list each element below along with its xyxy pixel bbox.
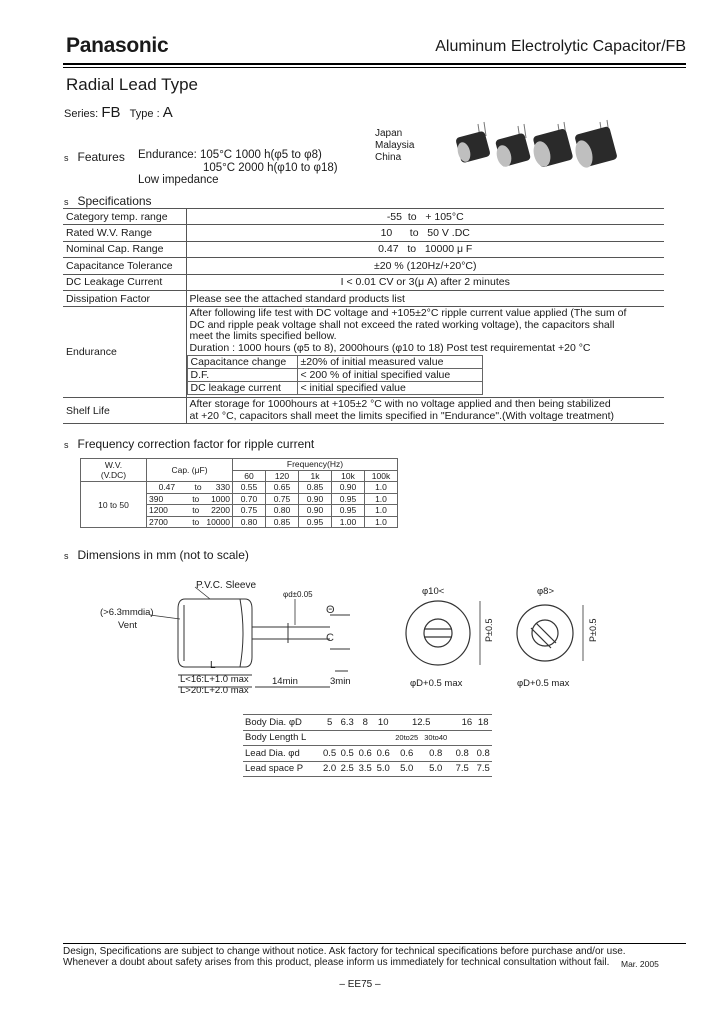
dim-cell: 0.8 <box>450 746 474 762</box>
spec-label: Rated W.V. Range <box>63 225 186 241</box>
dim-cell: 2.5 <box>338 761 356 777</box>
endurance-text: meet the limits specified bellow. <box>189 330 337 343</box>
min3-label: 3min <box>330 676 351 687</box>
type-label: Type <box>129 108 154 120</box>
capacitor-image <box>531 122 574 169</box>
factor: 1.0 <box>365 482 398 494</box>
factor: 1.0 <box>365 505 398 517</box>
series-line <box>64 104 173 121</box>
dim-row <box>243 761 492 777</box>
phi10-label: φ10< <box>422 586 445 597</box>
dim-row <box>243 715 492 731</box>
dim-row <box>243 730 492 746</box>
type-value: A <box>162 104 173 121</box>
vent-label: Vent <box>118 620 138 631</box>
dim-cell: 3.5 <box>356 761 374 777</box>
leader-lines <box>150 587 295 625</box>
footer-rule <box>63 943 686 944</box>
dim-cell: 6.3 <box>338 715 356 731</box>
section-bullet: s <box>64 197 69 207</box>
dim-cell: 12.5 <box>392 715 450 731</box>
factor: 0.90 <box>332 482 365 494</box>
pitch-label: P±0.5 <box>588 618 598 642</box>
spec-value: 10 to 50 V .DC <box>186 225 664 241</box>
origin-list <box>375 128 414 164</box>
capacitor-end-drawings <box>400 595 590 675</box>
cap-from: 1200 <box>147 505 178 517</box>
factor: 0.75 <box>233 505 266 517</box>
dim-cell: 0.8 <box>474 746 492 762</box>
cap-from: 2700 <box>147 516 178 528</box>
lead-diameter-symbol: C <box>326 632 334 644</box>
dimensions-heading-row <box>64 546 249 564</box>
dim-label: Body Dia. φD <box>243 715 321 731</box>
vent-dia-label: (>6.3mmdia) <box>100 607 154 618</box>
freq-value: 60 <box>233 470 266 482</box>
factor: 0.75 <box>266 493 299 505</box>
footer-date: Mar. 2005 <box>621 959 659 969</box>
page-subtitle: Radial Lead Type <box>66 75 199 94</box>
dim-cell: 5 <box>321 715 338 731</box>
outer-dia-label: φD+0.5 max <box>410 678 463 689</box>
dim-cell: 0.5 <box>321 746 338 762</box>
endurance-text: Duration : 1000 hours (φ5 to 8), 2000hours (φ10 to 18) Post test requirementat +20 °C <box>189 341 591 354</box>
dim-cell: 0.8 <box>421 746 450 762</box>
brand-logo: Panasonic <box>66 34 169 57</box>
outer-dia-label: φD+0.5 max <box>517 678 570 689</box>
shelf-life-text: at +20 °C, capacitors shall meet the limits specified in "Endurance".(With voltage treatment) <box>189 409 615 422</box>
features-list <box>138 149 338 187</box>
length-rule: L<16:L+1.0 max <box>180 674 249 685</box>
limit-row <box>187 382 482 395</box>
capacitor-image <box>573 120 618 170</box>
feature-line: Endurance: 105°C 1000 h(φ5 to φ8) <box>138 149 322 161</box>
dimensions-heading: Dimensions in mm (not to scale) <box>77 548 249 562</box>
sleeve-label: P.V.C. Sleeve <box>196 580 257 591</box>
freq-value: 100k <box>365 470 398 482</box>
frequency-heading: Frequency correction factor for ripple current <box>77 437 315 451</box>
spec-label: DC Leakage Current <box>63 274 186 290</box>
endurance-text: After following life test with DC voltage and +105±2°C ripple current value applied (The sum of <box>189 307 627 320</box>
factor: 0.70 <box>233 493 266 505</box>
dim-cell <box>374 730 392 746</box>
min14-label: 14min <box>272 676 298 687</box>
limit-item: Capacitance change <box>187 356 297 369</box>
end-view-small <box>517 605 583 661</box>
dim-cell: 0.5 <box>338 746 356 762</box>
dim-cell: 7.5 <box>450 761 474 777</box>
cap-from: 0.47 <box>147 482 178 494</box>
limit-item: DC leakage current <box>187 382 297 395</box>
dim-cell: 10 <box>374 715 392 731</box>
dim-cell: 20to25 <box>392 730 421 746</box>
dim-cell: 8 <box>356 715 374 731</box>
header-rule-thin <box>63 67 686 68</box>
wv-header <box>81 459 147 482</box>
specifications-heading: Specifications <box>77 194 152 208</box>
dim-cell: 7.5 <box>474 761 492 777</box>
limit-row <box>187 369 482 382</box>
specifications-table <box>63 208 664 424</box>
lead-dia-label: φd±0.05 <box>283 590 313 599</box>
dim-cell <box>356 730 374 746</box>
factor: 1.00 <box>332 516 365 528</box>
spec-row <box>63 241 664 257</box>
type-sep: : <box>156 108 160 120</box>
endurance-limits-table <box>187 355 483 395</box>
page-number: – EE75 – <box>339 979 381 990</box>
capacitor-image <box>455 122 491 163</box>
spec-value: I < 0.01 CV or 3(μ A) after 2 minutes <box>186 274 664 290</box>
lead-diameter-symbol: Θ <box>326 604 335 616</box>
spec-row <box>63 209 664 225</box>
footer-note: Design, Specifications are subject to change without notice. Ask factory for technical specifications before purchase and/or use. <box>63 946 626 957</box>
spec-value: 0.47 to 10000 μ F <box>186 241 664 257</box>
factor: 0.55 <box>233 482 266 494</box>
factor: 0.95 <box>332 493 365 505</box>
spec-label: Capacitance Tolerance <box>63 258 186 274</box>
section-bullet: s <box>64 440 69 450</box>
dim-cell <box>474 730 492 746</box>
spec-label: Endurance <box>63 307 186 398</box>
dim-cell <box>450 730 474 746</box>
cap-to: to 10000 <box>177 516 232 528</box>
freq-value: 120 <box>266 470 299 482</box>
factor: 1.0 <box>365 493 398 505</box>
limit-value: ±20% of initial measured value <box>297 356 482 369</box>
pitch-label: P±0.5 <box>484 618 494 642</box>
spec-row-endurance <box>63 307 664 398</box>
endurance-cell <box>186 307 664 398</box>
document-title: Aluminum Electrolytic Capacitor/FB <box>435 38 686 55</box>
limit-row <box>187 356 482 369</box>
origin-item: Japan <box>375 128 403 139</box>
end-view-large <box>406 601 480 665</box>
factor: 0.95 <box>332 505 365 517</box>
origin-item: China <box>375 152 402 163</box>
series-label: Series: <box>64 108 99 120</box>
factor: 0.90 <box>299 493 332 505</box>
cap-to: to 2200 <box>177 505 232 517</box>
body-length-label: L <box>210 660 216 671</box>
cap-from: 390 <box>147 493 178 505</box>
limit-item: D.F. <box>187 369 297 382</box>
dim-row <box>243 746 492 762</box>
spec-row <box>63 225 664 241</box>
features-section <box>64 148 125 166</box>
spec-row <box>63 274 664 290</box>
dim-cell: 16 <box>450 715 474 731</box>
origin-item: Malaysia <box>375 140 415 151</box>
dim-cell: 0.6 <box>392 746 421 762</box>
phi8-label: φ8> <box>537 586 554 597</box>
spec-value: Please see the attached standard products list <box>186 290 664 306</box>
spec-label: Shelf Life <box>63 398 186 424</box>
factor: 0.65 <box>266 482 299 494</box>
frequency-heading-row <box>64 435 314 453</box>
freq-value: 1k <box>299 470 332 482</box>
feature-line: 105°C 2000 h(φ10 to φ18) <box>203 161 338 174</box>
dimensions-table <box>243 714 492 777</box>
dim-cell <box>338 730 356 746</box>
spec-label: Dissipation Factor <box>63 290 186 306</box>
dim-label: Lead Dia. φd <box>243 746 321 762</box>
freq-header: Frequency(Hz) <box>233 459 398 471</box>
dim-cell: 30to40 <box>421 730 450 746</box>
factor: 0.80 <box>233 516 266 528</box>
limit-value: < initial specified value <box>297 382 482 395</box>
cap-to: to 1000 <box>177 493 232 505</box>
factor: 1.0 <box>365 516 398 528</box>
dim-label: Lead space P <box>243 761 321 777</box>
header-rule <box>63 63 686 65</box>
spec-row-shelf-life <box>63 398 664 424</box>
dim-cell: 5.0 <box>392 761 421 777</box>
capacitor-image <box>494 124 531 168</box>
shelf-life-text: After storage for 1000hours at +105±2 °C with no voltage applied and then being stabilized <box>189 398 611 411</box>
factor: 0.85 <box>299 482 332 494</box>
section-bullet: s <box>64 153 69 163</box>
limit-value: < 200 % of initial specified value <box>297 369 482 382</box>
cap-header: Cap. (μF) <box>147 459 233 482</box>
freq-row <box>81 482 398 494</box>
spec-value: ±20 % (120Hz/+20°C) <box>186 258 664 274</box>
length-rules <box>180 674 249 696</box>
dim-cell: 2.0 <box>321 761 338 777</box>
dim-label: Body Length L <box>243 730 321 746</box>
feature-line: Low impedance <box>138 174 219 186</box>
length-rule: L>20:L+2.0 max <box>180 685 249 696</box>
endurance-text: DC and ripple peak voltage shall not exceed the rated working voltage), the capacitors shall <box>189 318 615 331</box>
features-heading: Features <box>77 150 125 164</box>
section-bullet: s <box>64 551 69 561</box>
dim-cell: 5.0 <box>421 761 450 777</box>
factor: 0.80 <box>266 505 299 517</box>
spec-value: -55 to + 105°C <box>186 209 664 225</box>
dim-cell: 0.6 <box>374 746 392 762</box>
factor: 0.85 <box>266 516 299 528</box>
shelf-life-cell <box>186 398 664 424</box>
factor: 0.95 <box>299 516 332 528</box>
factor: 0.90 <box>299 505 332 517</box>
dim-cell: 5.0 <box>374 761 392 777</box>
dim-cell: 0.6 <box>356 746 374 762</box>
spec-row <box>63 258 664 274</box>
spec-label: Category temp. range <box>63 209 186 225</box>
dim-cell: 18 <box>474 715 492 731</box>
freq-header-row <box>81 459 398 471</box>
dim-cell <box>321 730 338 746</box>
capacitor-photo <box>450 118 620 180</box>
cap-to: to 330 <box>177 482 232 494</box>
freq-value: 10k <box>332 470 365 482</box>
frequency-table <box>80 458 398 528</box>
wv-value: 10 to 50 <box>81 482 147 528</box>
spec-row <box>63 290 664 306</box>
wv-header-line: (V.DC) <box>100 470 127 480</box>
spec-label: Nominal Cap. Range <box>63 241 186 257</box>
wv-header-line: W.V. <box>104 460 123 470</box>
series-value: FB <box>101 104 121 121</box>
footer-note: Whenever a doubt about safety arises from this product, please inform us immediately for technical consultation without fail. <box>63 957 610 968</box>
